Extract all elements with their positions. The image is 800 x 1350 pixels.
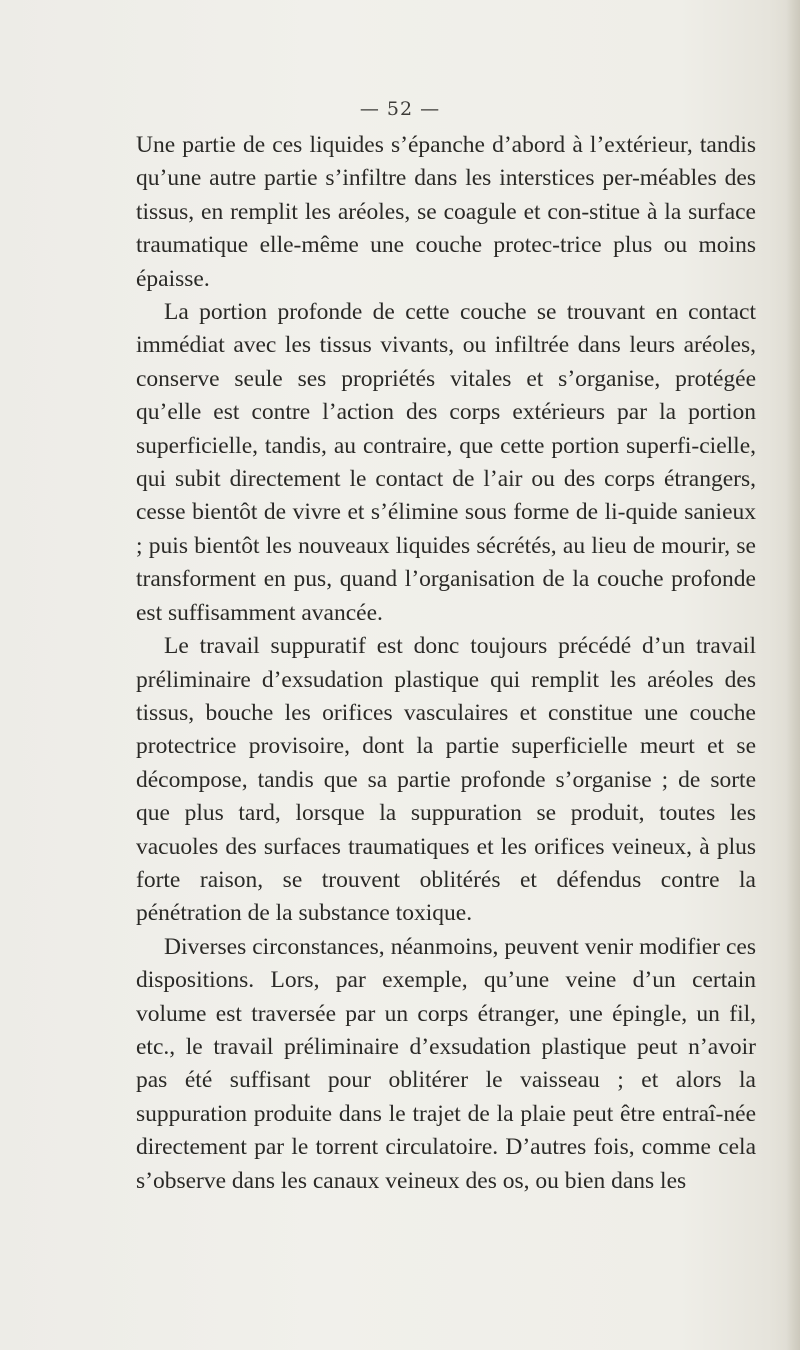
page-number: — 52 —	[359, 98, 441, 120]
body-text	[136, 129, 756, 1198]
paragraph-1: Une partie de ces liquides s’épanche d’abord à l’extérieur, tandis qu’une autre partie s’infiltre dans les interstices per-méables des tissus, en remplit les aréoles, se coagule et con-stitue à la surface traumatique elle-même une couche protec-trice plus ou moins épaisse.	[136, 132, 756, 292]
paragraph-2: La portion profonde de cette couche se trouvant en contact immédiat avec les tissus vivants, ou infiltrée dans leurs aréoles, conserve seule ses propriétés vitales et s’organise, protégée qu’elle est contre l’action des corps extérieurs par la portion superficielle, tandis, au contraire, que cette portion superfi-cielle, qui subit directement le contact de l’air ou des corps étrangers, cesse bientôt de vivre et s’élimine sous forme de li-quide sanieux ; puis bientôt les nouveaux liquides sécrétés, au lieu de mourir, se transforment en pus, quand l’organisation de la couche profonde est suffisamment avancée.	[136, 299, 756, 626]
page-edge-shadow	[786, 0, 800, 1350]
paragraph-4: Diverses circonstances, néanmoins, peuvent venir modifier ces dispositions. Lors, par exemple, qu’une veine d’un certain volume est traversée par un corps étranger, une épingle, un fil, etc., le travail préliminaire d’exsudation plastique peut n’avoir pas été suffisant pour oblitérer le vaisseau ; et alors la suppuration produite dans le trajet de la plaie peut être entraî-née directement par le torrent circulatoire. D’autres fois, comme cela s’observe dans les canaux veineux des os, ou bien dans les	[136, 933, 756, 1194]
paragraph-3: Le travail suppuratif est donc toujours précédé d’un travail préliminaire d’exsudation plastique qui remplit les aréoles des tissus, bouche les orifices vasculaires et constitue une couche protectrice provisoire, dont la partie superficielle meurt et se décompose, tandis que sa partie profonde s’organise ; de sorte que plus tard, lorsque la suppuration se produit, toutes les vacuoles des surfaces traumatiques et les orifices veineux, à plus forte raison, se trouvent oblitérés et défendus contre la pénétration de la substance toxique.	[136, 633, 756, 927]
